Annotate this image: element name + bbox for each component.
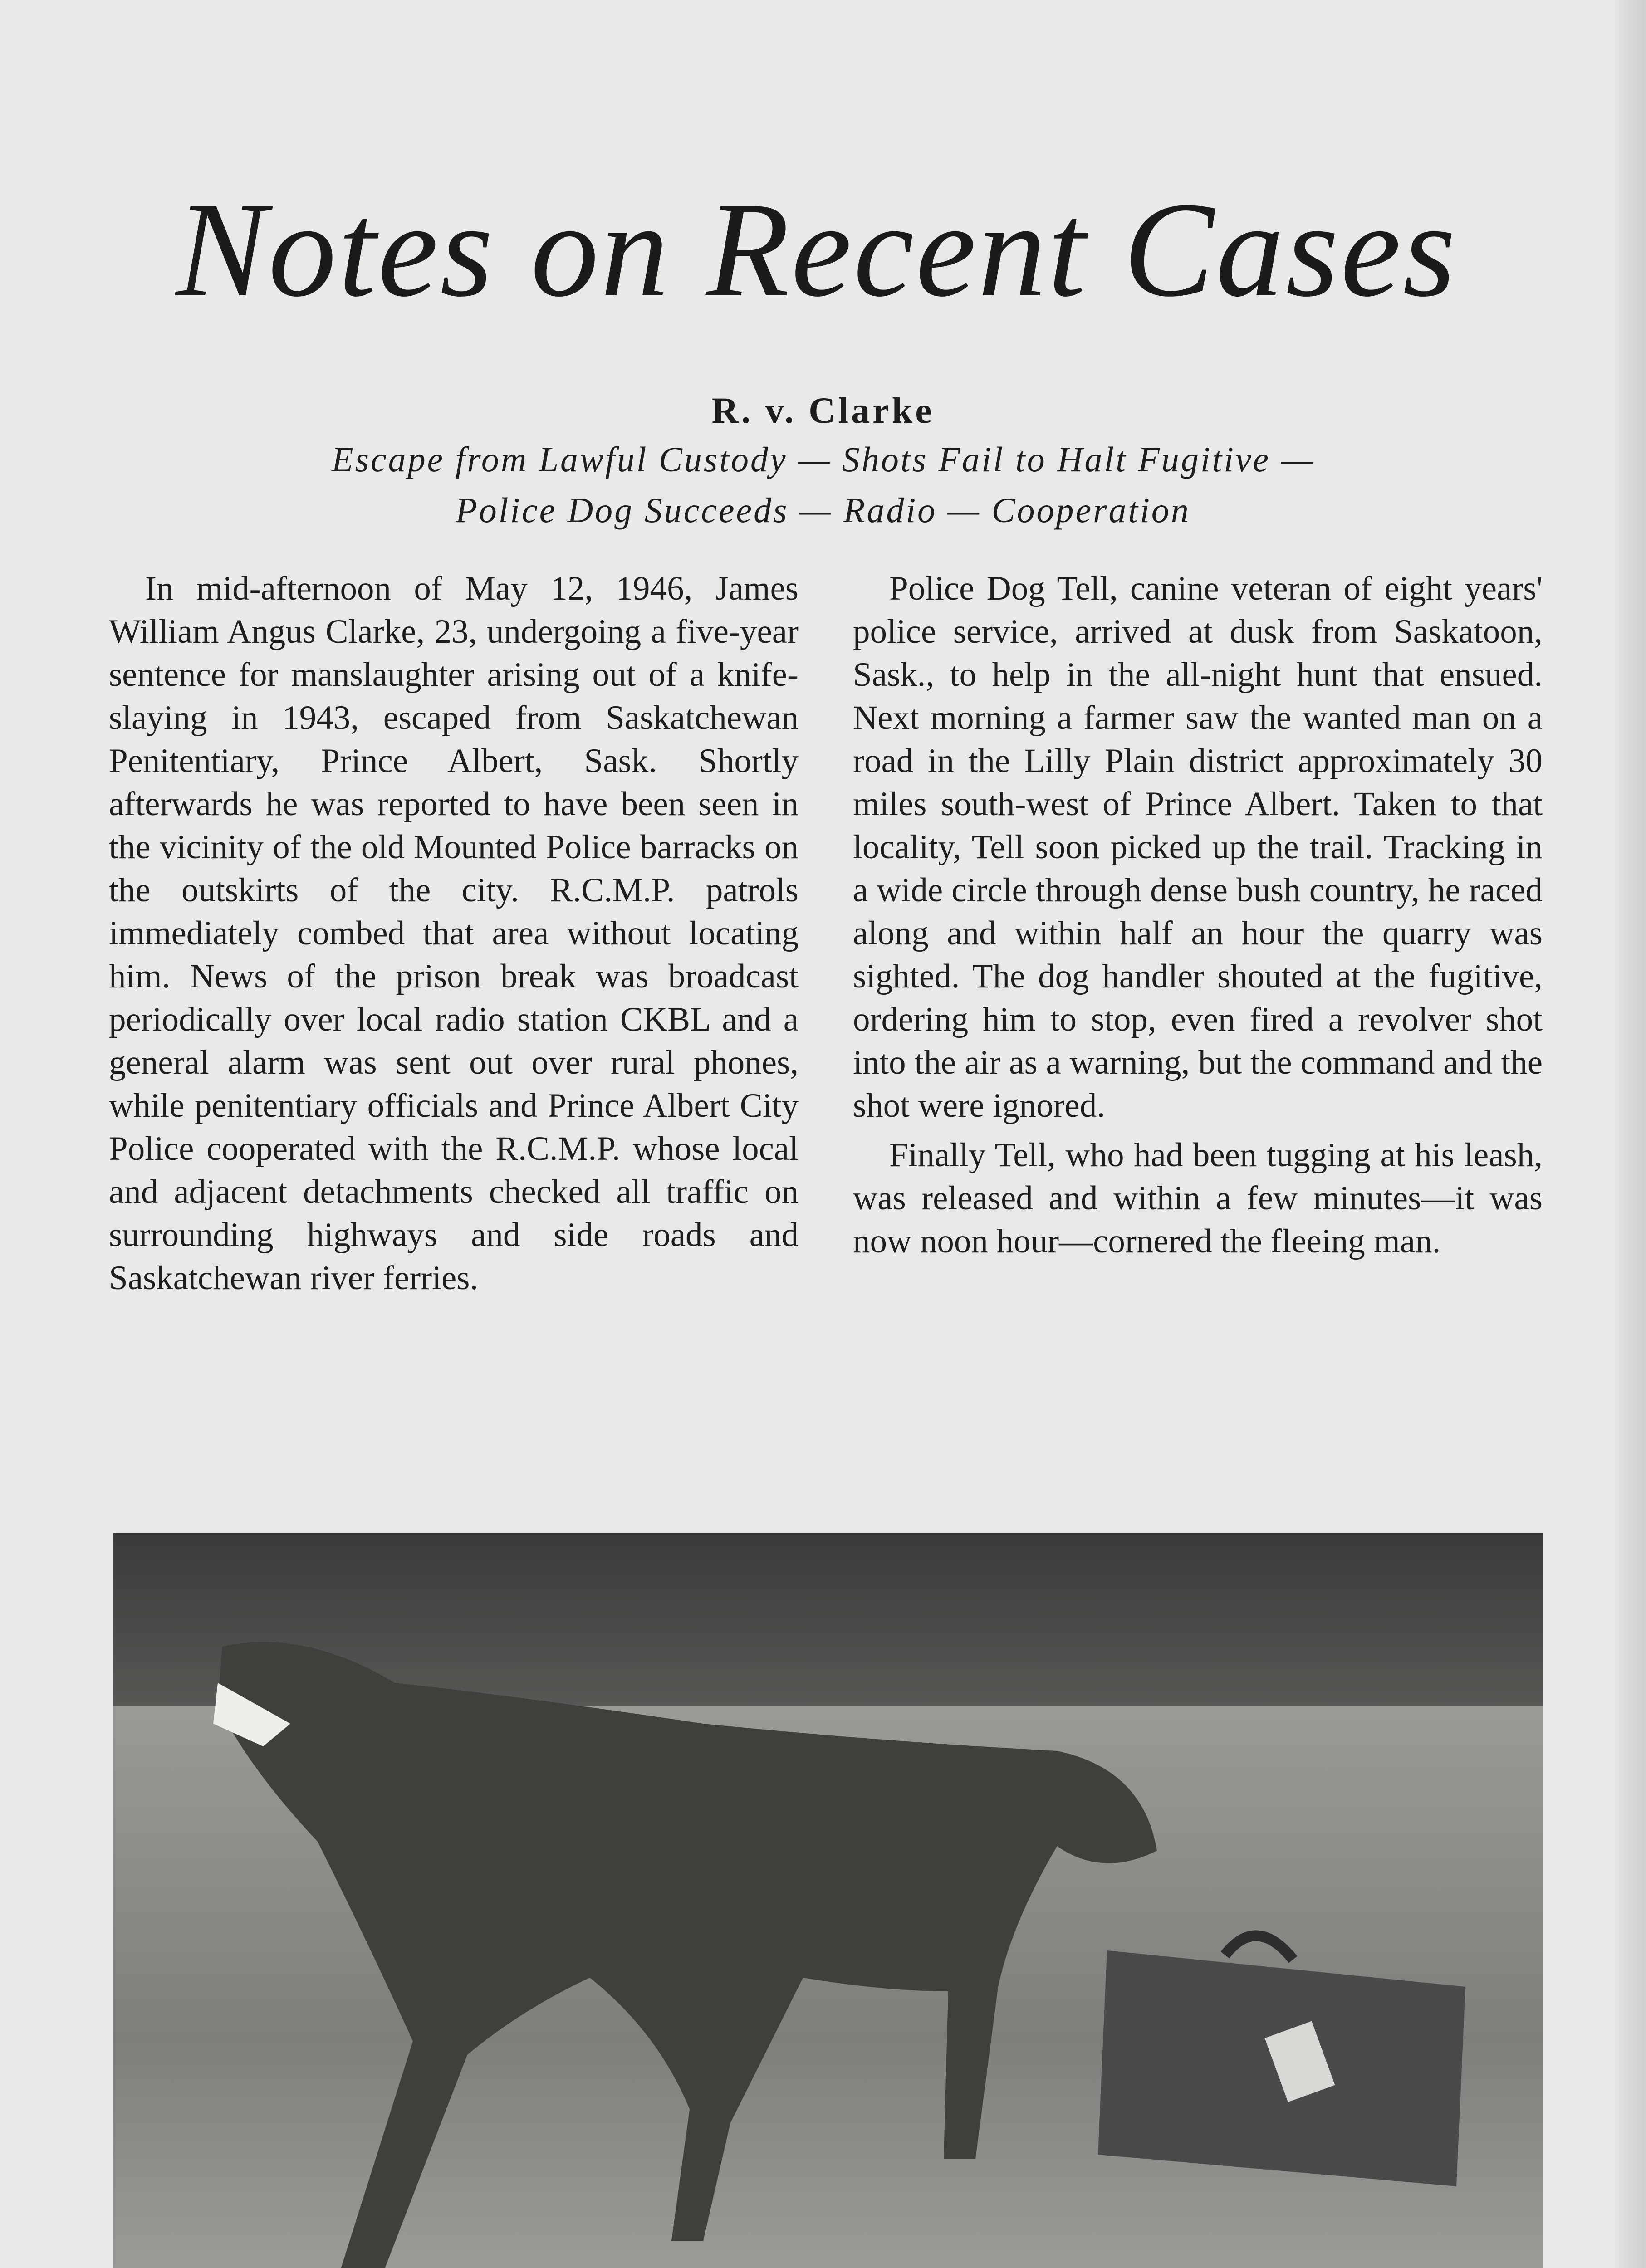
paragraph: Police Dog Tell, canine veteran of eight years' police service, arrived at dusk from Saskatoon, Sask., to help in the all-night hunt that ensued. Next morning a farmer saw the wanted man on a road in the Lilly Plain district approximately 30 miles south-west of Prince Albert. Taken to that locality, Tell soon picked up the trail. Tracking in a wide circle through dense bush country, he raced along and within half an hour the quarry was sighted. The dog handler shouted at the fugitive, ordering him to stop, even fired a revolver shot into the air as a warning, but the command and the shot were ignored. xyxy=(853,570,1543,1124)
paragraph: In mid-afternoon of May 12, 1946, James William Angus Clarke, 23, undergoing a five-year sentence for manslaughter arising out of a knife-slaying in 1943, escaped from Saskatchewan Penitentiary, Prince Albert, Sask. Shortly afterwards he was reported to have been seen in the vicinity of the old Mounted Police barracks on the outskirts of the city. R.C.M.P. patrols immediately combed that area without locating him. News of the prison break was broadcast periodically over local radio station CKBL and a general alarm was sent out over rural phones, while penitentiary officials and Prince Albert City Police cooperated with the R.C.M.P. whose local and adjacent detachments checked all traffic on surrounding highways and side roads and Saskatchewan river ferries. xyxy=(109,570,799,1297)
subtitle-line-2: Police Dog Succeeds — Radio — Cooperation xyxy=(456,490,1190,530)
page-title: Notes on Recent Cases xyxy=(176,174,1458,325)
paragraph: Finally Tell, who had been tugging at his leash, was released and within a few minutes—it was now noon hour—cornered the fleeing man. xyxy=(853,1136,1543,1260)
left-column xyxy=(109,567,799,1300)
subtitle-line-1: Escape from Lawful Custody — Shots Fail to Halt Fugitive — xyxy=(331,440,1315,479)
case-name: R. v. Clarke xyxy=(711,390,935,431)
page-edge xyxy=(1615,0,1646,2268)
dog-photo xyxy=(113,1533,1543,2268)
right-column xyxy=(853,567,1543,1263)
